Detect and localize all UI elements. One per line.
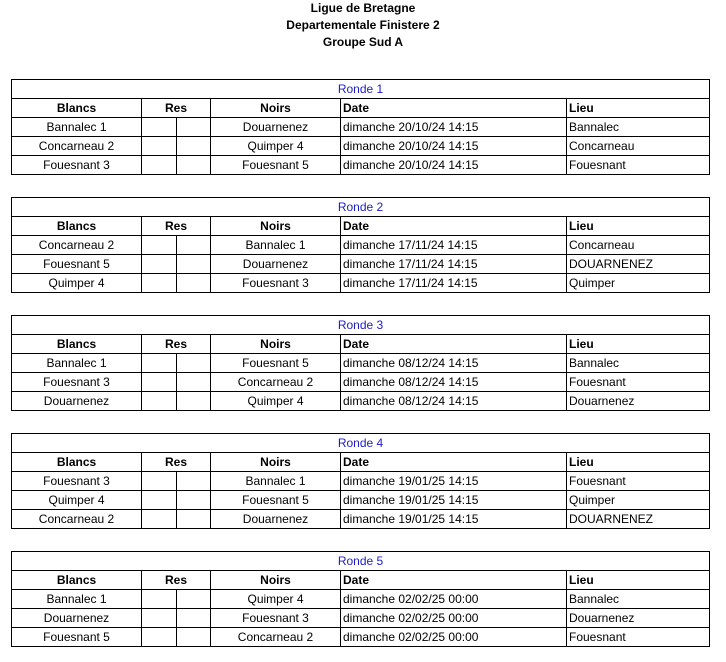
result-cell-black [177, 491, 211, 510]
noirs-team: Douarnenez [211, 255, 341, 274]
table-row [12, 137, 710, 156]
col-header-blancs: Blancs [12, 453, 142, 472]
table-row [12, 491, 710, 510]
col-header-noirs: Noirs [211, 453, 341, 472]
result-cell-black [177, 354, 211, 373]
round-title: Ronde 5 [12, 552, 710, 571]
page-header [0, 0, 726, 51]
match-date: dimanche 19/01/25 14:15 [341, 491, 567, 510]
match-venue: Bannalec [567, 590, 710, 609]
blancs-team: Fouesnant 3 [12, 472, 142, 491]
noirs-team: Fouesnant 5 [211, 354, 341, 373]
result-cell-black [177, 156, 211, 175]
result-cell-white [142, 274, 177, 293]
match-date: dimanche 08/12/24 14:15 [341, 354, 567, 373]
match-venue: Bannalec [567, 118, 710, 137]
table-row [12, 255, 710, 274]
match-date: dimanche 19/01/25 14:15 [341, 472, 567, 491]
noirs-team: Bannalec 1 [211, 236, 341, 255]
noirs-team: Quimper 4 [211, 590, 341, 609]
col-header-res: Res [142, 217, 211, 236]
table-row [12, 354, 710, 373]
match-date: dimanche 17/11/24 14:15 [341, 274, 567, 293]
noirs-team: Concarneau 2 [211, 373, 341, 392]
noirs-team: Quimper 4 [211, 392, 341, 411]
col-header-blancs: Blancs [12, 217, 142, 236]
table-row [12, 392, 710, 411]
result-cell-white [142, 392, 177, 411]
match-venue: Quimper [567, 274, 710, 293]
round-title: Ronde 4 [12, 434, 710, 453]
match-venue: Concarneau [567, 236, 710, 255]
round-table [11, 551, 710, 647]
col-header-noirs: Noirs [211, 99, 341, 118]
blancs-team: Douarnenez [12, 392, 142, 411]
match-date: dimanche 20/10/24 14:15 [341, 137, 567, 156]
result-cell-black [177, 472, 211, 491]
match-date: dimanche 20/10/24 14:15 [341, 118, 567, 137]
blancs-team: Concarneau 2 [12, 510, 142, 529]
result-cell-white [142, 628, 177, 647]
col-header-noirs: Noirs [211, 571, 341, 590]
blancs-team: Quimper 4 [12, 491, 142, 510]
noirs-team: Quimper 4 [211, 137, 341, 156]
match-venue: DOUARNENEZ [567, 255, 710, 274]
result-cell-black [177, 510, 211, 529]
round-table [11, 197, 710, 293]
table-row [12, 609, 710, 628]
match-date: dimanche 17/11/24 14:15 [341, 255, 567, 274]
blancs-team: Concarneau 2 [12, 137, 142, 156]
col-header-date: Date [341, 453, 567, 472]
match-venue: Bannalec [567, 354, 710, 373]
col-header-lieu: Lieu [567, 99, 710, 118]
col-header-lieu: Lieu [567, 217, 710, 236]
col-header-blancs: Blancs [12, 99, 142, 118]
match-venue: Fouesnant [567, 156, 710, 175]
table-row [12, 274, 710, 293]
col-header-noirs: Noirs [211, 217, 341, 236]
blancs-team: Quimper 4 [12, 274, 142, 293]
match-date: dimanche 20/10/24 14:15 [341, 156, 567, 175]
noirs-team: Fouesnant 3 [211, 609, 341, 628]
result-cell-white [142, 156, 177, 175]
col-header-blancs: Blancs [12, 335, 142, 354]
col-header-res: Res [142, 99, 211, 118]
round-title: Ronde 1 [12, 80, 710, 99]
match-date: dimanche 19/01/25 14:15 [341, 510, 567, 529]
table-row [12, 510, 710, 529]
table-row [12, 118, 710, 137]
noirs-team: Douarnenez [211, 510, 341, 529]
noirs-team: Fouesnant 3 [211, 274, 341, 293]
result-cell-white [142, 354, 177, 373]
league-title: Ligue de Bretagne [310, 1, 416, 15]
table-row [12, 373, 710, 392]
result-cell-white [142, 590, 177, 609]
match-date: dimanche 08/12/24 14:15 [341, 373, 567, 392]
match-venue: Fouesnant [567, 628, 710, 647]
col-header-date: Date [341, 335, 567, 354]
table-row [12, 236, 710, 255]
result-cell-white [142, 236, 177, 255]
match-date: dimanche 02/02/25 00:00 [341, 628, 567, 647]
round-table [11, 315, 710, 411]
result-cell-white [142, 137, 177, 156]
noirs-team: Bannalec 1 [211, 472, 341, 491]
result-cell-white [142, 373, 177, 392]
table-row [12, 156, 710, 175]
match-venue: Concarneau [567, 137, 710, 156]
blancs-team: Fouesnant 3 [12, 156, 142, 175]
col-header-date: Date [341, 99, 567, 118]
match-venue: Douarnenez [567, 392, 710, 411]
round-table [11, 79, 710, 175]
table-row [12, 628, 710, 647]
group-title: Groupe Sud A [322, 35, 404, 49]
match-venue: Fouesnant [567, 373, 710, 392]
table-row [12, 590, 710, 609]
col-header-res: Res [142, 335, 211, 354]
result-cell-black [177, 137, 211, 156]
blancs-team: Fouesnant 3 [12, 373, 142, 392]
result-cell-white [142, 510, 177, 529]
result-cell-white [142, 491, 177, 510]
noirs-team: Fouesnant 5 [211, 156, 341, 175]
result-cell-black [177, 118, 211, 137]
col-header-lieu: Lieu [567, 571, 710, 590]
match-date: dimanche 08/12/24 14:15 [341, 392, 567, 411]
round-title: Ronde 3 [12, 316, 710, 335]
result-cell-black [177, 628, 211, 647]
result-cell-black [177, 255, 211, 274]
col-header-lieu: Lieu [567, 335, 710, 354]
match-venue: Douarnenez [567, 609, 710, 628]
col-header-date: Date [341, 217, 567, 236]
col-header-res: Res [142, 571, 211, 590]
result-cell-white [142, 118, 177, 137]
match-date: dimanche 02/02/25 00:00 [341, 590, 567, 609]
blancs-team: Bannalec 1 [12, 118, 142, 137]
result-cell-white [142, 609, 177, 628]
blancs-team: Concarneau 2 [12, 236, 142, 255]
match-date: dimanche 02/02/25 00:00 [341, 609, 567, 628]
result-cell-white [142, 255, 177, 274]
noirs-team: Douarnenez [211, 118, 341, 137]
result-cell-black [177, 392, 211, 411]
col-header-lieu: Lieu [567, 453, 710, 472]
match-venue: DOUARNENEZ [567, 510, 710, 529]
noirs-team: Fouesnant 5 [211, 491, 341, 510]
result-cell-black [177, 609, 211, 628]
round-title: Ronde 2 [12, 198, 710, 217]
col-header-res: Res [142, 453, 211, 472]
match-date: dimanche 17/11/24 14:15 [341, 236, 567, 255]
division-title: Departementale Finistere 2 [286, 18, 440, 32]
result-cell-black [177, 373, 211, 392]
blancs-team: Bannalec 1 [12, 590, 142, 609]
blancs-team: Fouesnant 5 [12, 255, 142, 274]
col-header-blancs: Blancs [12, 571, 142, 590]
table-row [12, 472, 710, 491]
result-cell-white [142, 472, 177, 491]
col-header-noirs: Noirs [211, 335, 341, 354]
blancs-team: Fouesnant 5 [12, 628, 142, 647]
result-cell-black [177, 590, 211, 609]
match-venue: Quimper [567, 491, 710, 510]
round-table [11, 433, 710, 529]
result-cell-black [177, 236, 211, 255]
noirs-team: Concarneau 2 [211, 628, 341, 647]
blancs-team: Douarnenez [12, 609, 142, 628]
col-header-date: Date [341, 571, 567, 590]
blancs-team: Bannalec 1 [12, 354, 142, 373]
match-venue: Fouesnant [567, 472, 710, 491]
result-cell-black [177, 274, 211, 293]
